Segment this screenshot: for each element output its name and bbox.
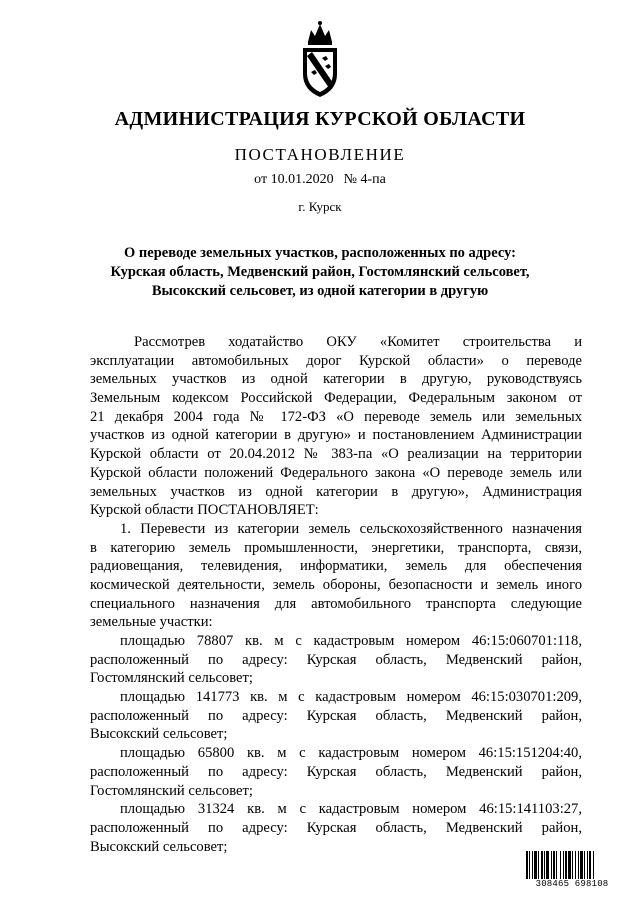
body-line: эксплуатации автомобильных дорог Курской области» о переводе: [90, 352, 582, 369]
subject-line: О переводе земельных участков, расположенных по адресу:: [124, 245, 516, 261]
coat-of-arms-icon: [298, 20, 342, 100]
document-date: от 10.01.2020: [254, 172, 334, 187]
body-line: Рассмотрев ходатайство ОКУ «Комитет строительства и: [134, 334, 582, 350]
body-line: радиовещания, телевидения, информатики, земель для обеспечения: [90, 558, 582, 575]
body-line: Гостомлянский сельсовет;: [90, 670, 253, 687]
body-line: 1. Перевести из категории земель сельскохозяйственного назначения: [120, 520, 582, 537]
body-line: земельных участков из одной категории в другую, руководствуясь: [90, 371, 582, 388]
body-line: площадью 65800 кв. м с кадастровым номером 46:15:151204:40,: [120, 745, 582, 762]
barcode: [526, 851, 618, 891]
subject-line: Курская область, Медвенский район, Гостомлянский сельсовет,: [110, 264, 530, 280]
body-line: земельных участков из одной категории в другую», Администрация: [90, 483, 582, 500]
organization-title: АДМИНИСТРАЦИЯ КУРСКОЙ ОБЛАСТИ: [114, 108, 526, 130]
body-line: Высокский сельсовет;: [90, 726, 228, 743]
city: г. Курск: [298, 199, 342, 214]
body-line: земельные участки:: [90, 614, 213, 631]
document-subject: [80, 244, 560, 301]
body-line: участков из одной категории в другую» и постановлением Администрации: [90, 427, 582, 444]
body-line: расположенный по адресу: Курская область, Медвенский район,: [90, 651, 582, 668]
body-line: Курской области ПОСТАНОВЛЯЕТ:: [90, 502, 319, 519]
body-line: площадью 78807 кв. м с кадастровым номером 46:15:060701:118,: [120, 633, 582, 649]
body-line: космической деятельности, земель обороны, безопасности и земель иного: [90, 576, 582, 593]
barcode-bars: [526, 851, 618, 879]
body-line: Земельным кодексом Российской Федерации, Федеральным законом от: [90, 390, 582, 407]
body-line: Курской области от 20.04.2012 № 383-па «О реализации на территории: [90, 446, 582, 463]
subject-line: Высокский сельсовет, из одной категории в другую: [151, 283, 489, 299]
body-line: специального назначения для автомобильного транспорта следующие: [90, 595, 582, 612]
body-line: расположенный по адресу: Курская область, Медвенский район,: [90, 819, 582, 836]
date-number-line: [0, 172, 640, 188]
body-line: в категорию земель промышленности, энергетики, транспорта, связи,: [90, 539, 582, 556]
body-line: расположенный по адресу: Курская область, Медвенский район,: [90, 707, 582, 724]
body-line: площадью 141773 кв. м с кадастровым номером 46:15:030701:209,: [120, 689, 582, 706]
barcode-number: 308465 698108: [535, 879, 609, 889]
body-line: площадью 31324 кв. м с кадастровым номером 46:15:141103:27,: [120, 801, 582, 818]
body-line: расположенный по адресу: Курская область, Медвенский район,: [90, 763, 582, 780]
document-type: ПОСТАНОВЛЕНИЕ: [234, 145, 406, 164]
body-line: Гостомлянский сельсовет;: [90, 782, 253, 799]
body-line: 21 декабря 2004 года № 172-ФЗ «О переводе земель или земельных: [90, 408, 582, 425]
body-line: Высокский сельсовет;: [90, 838, 228, 855]
document-body: [90, 333, 582, 856]
body-line: Курской области положений Федерального закона «О переводе земель или: [90, 464, 582, 481]
document-number: № 4-па: [343, 172, 386, 187]
